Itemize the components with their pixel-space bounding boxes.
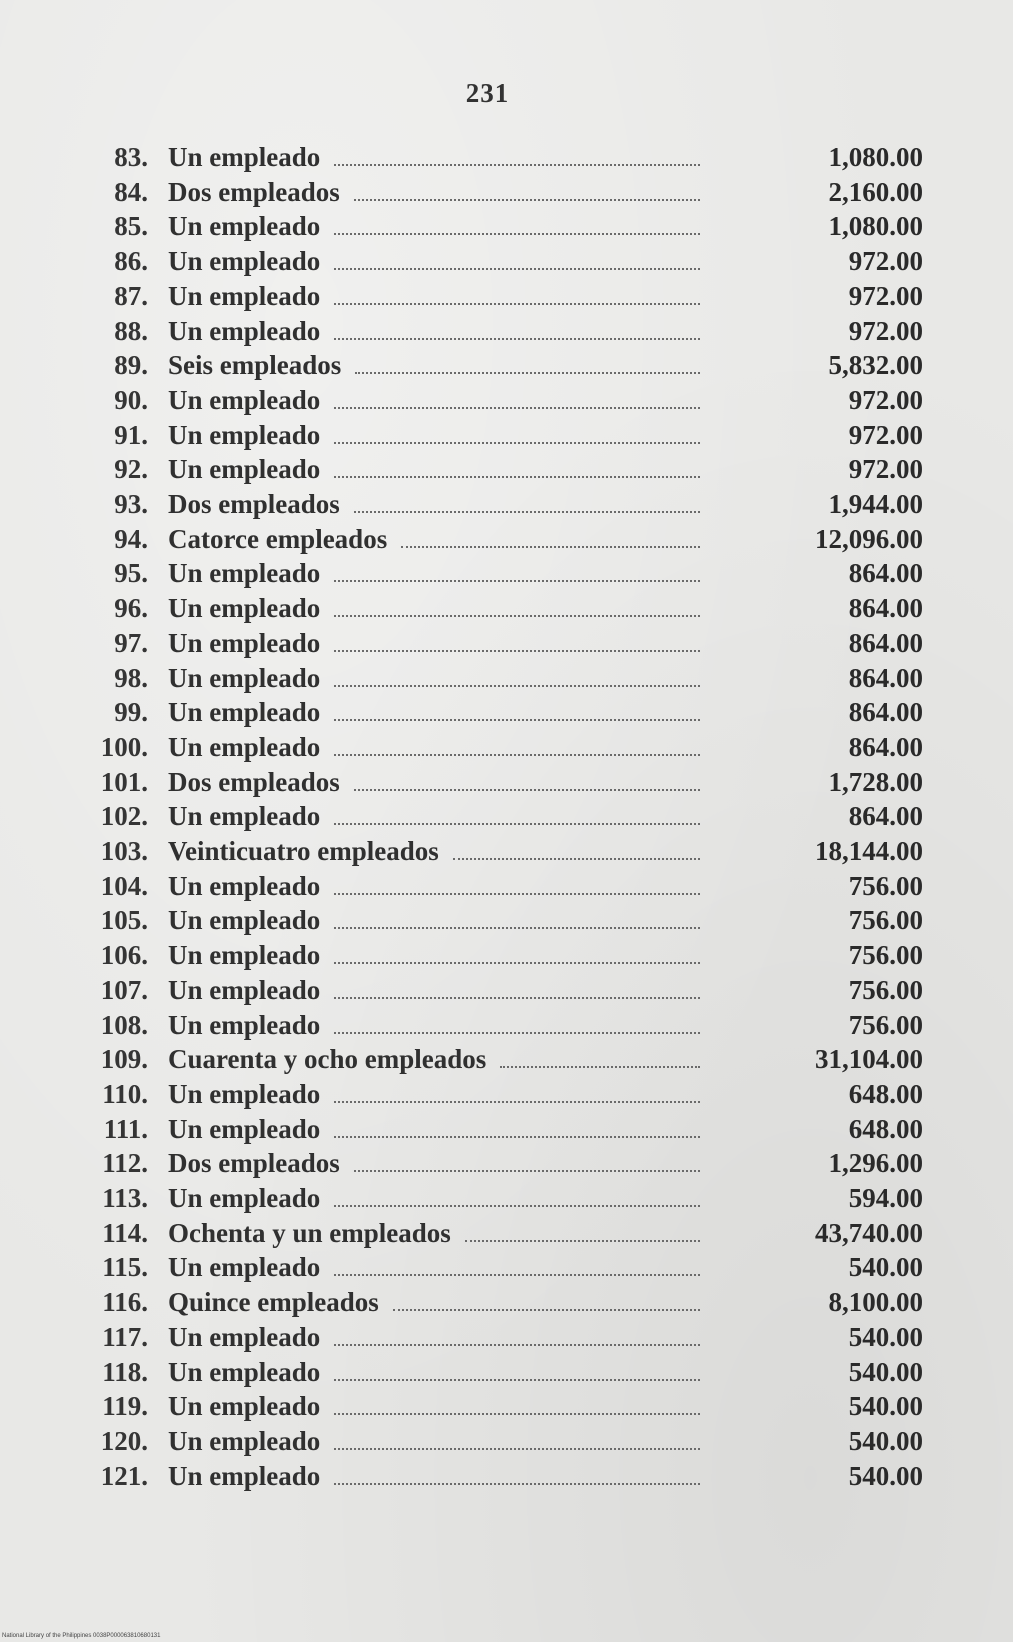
item-amount: 540.00 (848, 1425, 923, 1456)
item-number: 119. (102, 1391, 148, 1422)
item-number: 89. (114, 350, 148, 381)
dot-leader (334, 1274, 700, 1276)
list-item (0, 314, 1013, 348)
list-item (0, 1424, 1013, 1458)
item-number: 96. (114, 593, 148, 624)
item-number: 94. (114, 523, 148, 554)
list-item (0, 1320, 1013, 1354)
dot-leader (334, 1101, 700, 1103)
item-amount: 1,080.00 (828, 142, 923, 172)
item-description: Un empleado (168, 558, 321, 589)
list-item (0, 1250, 1013, 1284)
item-description: Un empleado (168, 593, 321, 624)
scan-footer-text: National Library of the Philippines 0038P000063810680131 (2, 1633, 161, 1639)
item-description: Un empleado (168, 419, 321, 450)
item-amount: 864.00 (848, 662, 923, 693)
list-item (0, 140, 1013, 174)
item-amount: 972.00 (848, 280, 923, 311)
list-item (0, 279, 1013, 313)
item-amount: 540.00 (848, 1460, 923, 1491)
item-description: Ochenta y un empleados (168, 1217, 451, 1248)
list-item (0, 1216, 1013, 1250)
item-description: Un empleado (168, 1356, 321, 1387)
item-number: 95. (114, 558, 148, 589)
item-description: Dos empleados (168, 176, 340, 207)
item-number: 102. (100, 801, 148, 832)
list-item (0, 938, 1013, 972)
dot-leader (354, 1170, 700, 1172)
item-number: 97. (114, 627, 148, 658)
item-number: 106. (100, 940, 148, 971)
dot-leader (334, 650, 700, 652)
dot-leader (334, 442, 700, 444)
item-description: Un empleado (168, 246, 321, 277)
item-number: 120. (100, 1425, 148, 1456)
item-amount: 18,144.00 (815, 836, 923, 866)
dot-leader (334, 303, 700, 305)
item-amount: 12,096.00 (815, 523, 923, 554)
item-number: 104. (100, 870, 148, 901)
item-number: 87. (114, 280, 148, 311)
item-amount: 864.00 (848, 731, 923, 762)
item-number: 90. (114, 384, 148, 415)
item-description: Un empleado (168, 801, 321, 832)
dot-leader (354, 511, 700, 513)
dot-leader (334, 338, 700, 340)
item-number: 86. (114, 246, 148, 277)
item-amount: 864.00 (848, 593, 923, 624)
item-description: Quince empleados (168, 1287, 379, 1318)
list-item (0, 834, 1013, 868)
item-description: Un empleado (168, 974, 321, 1005)
item-number: 111. (103, 1113, 148, 1144)
item-amount: 1,944.00 (828, 489, 923, 519)
item-amount: 864.00 (848, 697, 923, 728)
item-amount: 756.00 (848, 1009, 923, 1040)
item-amount: 972.00 (848, 454, 923, 485)
dot-leader (334, 580, 700, 582)
list-item (0, 973, 1013, 1007)
item-description: Un empleado (168, 662, 321, 693)
item-number: 108. (100, 1009, 148, 1040)
item-description: Catorce empleados (168, 523, 388, 554)
list-item (0, 1459, 1013, 1493)
dot-leader (354, 199, 700, 201)
item-description: Dos empleados (168, 766, 340, 797)
list-item (0, 556, 1013, 590)
item-amount: 540.00 (848, 1391, 923, 1422)
page-number: 231 (465, 78, 510, 108)
item-amount: 2,160.00 (828, 176, 923, 207)
dot-leader (453, 858, 700, 860)
dot-leader (334, 893, 700, 895)
list-item (0, 1008, 1013, 1042)
item-description: Un empleado (168, 1321, 321, 1352)
dot-leader (334, 962, 700, 964)
item-description: Un empleado (168, 731, 321, 762)
item-amount: 864.00 (848, 627, 923, 658)
item-description: Un empleado (168, 384, 321, 415)
item-description: Un empleado (168, 1113, 321, 1144)
list-item (0, 626, 1013, 660)
item-description: Un empleado (168, 1078, 321, 1109)
item-number: 91. (114, 419, 148, 450)
list-item (0, 1146, 1013, 1180)
item-description: Un empleado (168, 1252, 321, 1283)
dot-leader (334, 1379, 700, 1381)
item-amount: 972.00 (848, 315, 923, 346)
item-number: 117. (102, 1321, 148, 1352)
item-amount: 5,832.00 (828, 350, 923, 381)
list-item (0, 1285, 1013, 1319)
list-item (0, 869, 1013, 903)
item-description: Cuarenta y ocho empleados (168, 1044, 487, 1075)
dot-leader (334, 1344, 700, 1346)
item-number: 99. (114, 697, 148, 728)
item-amount: 594.00 (848, 1183, 923, 1213)
item-amount: 648.00 (848, 1078, 923, 1109)
item-amount: 540.00 (848, 1252, 923, 1283)
dot-leader (334, 615, 700, 617)
item-description: Un empleado (168, 905, 321, 936)
item-description: Dos empleados (168, 1148, 340, 1179)
dot-leader (334, 476, 700, 478)
item-description: Un empleado (168, 627, 321, 658)
item-number: 114. (102, 1217, 148, 1248)
item-number: 121. (100, 1460, 148, 1491)
list-item (0, 1389, 1013, 1423)
item-amount: 756.00 (848, 940, 923, 971)
item-number: 113. (102, 1183, 148, 1213)
item-amount: 972.00 (848, 419, 923, 450)
item-amount: 648.00 (848, 1113, 923, 1144)
item-description: Un empleado (168, 211, 321, 242)
item-number: 115. (102, 1252, 148, 1283)
item-amount: 972.00 (848, 246, 923, 277)
item-amount: 1,296.00 (828, 1148, 923, 1179)
item-amount: 756.00 (848, 905, 923, 936)
item-number: 85. (114, 211, 148, 242)
item-amount: 8,100.00 (828, 1287, 923, 1318)
item-number: 110. (102, 1078, 148, 1109)
dot-leader (500, 1066, 700, 1068)
list-item (0, 799, 1013, 833)
list-item (0, 209, 1013, 243)
list-item (0, 1112, 1013, 1146)
item-description: Un empleado (168, 697, 321, 728)
list-item (0, 1181, 1013, 1215)
item-number: 83. (114, 142, 148, 172)
item-amount: 972.00 (848, 384, 923, 415)
item-description: Veinticuatro empleados (168, 836, 439, 866)
list-item (0, 175, 1013, 209)
dot-leader (393, 1309, 700, 1311)
dot-leader (334, 268, 700, 270)
item-number: 101. (100, 766, 148, 797)
dot-leader (465, 1240, 700, 1242)
item-description: Un empleado (168, 315, 321, 346)
item-amount: 1,728.00 (828, 766, 923, 797)
list-item (0, 695, 1013, 729)
list-item (0, 1077, 1013, 1111)
item-description: Un empleado (168, 280, 321, 311)
dot-leader (334, 1136, 700, 1138)
dot-leader (334, 719, 700, 721)
item-number: 93. (114, 489, 148, 519)
dot-leader (334, 407, 700, 409)
item-amount: 1,080.00 (828, 211, 923, 242)
item-number: 88. (114, 315, 148, 346)
list-item (0, 730, 1013, 764)
dot-leader (334, 1032, 700, 1034)
item-number: 118. (102, 1356, 148, 1387)
item-description: Un empleado (168, 1460, 321, 1491)
dot-leader (334, 927, 700, 929)
dot-leader (334, 754, 700, 756)
item-number: 105. (100, 905, 148, 936)
item-amount: 540.00 (848, 1356, 923, 1387)
list-item (0, 661, 1013, 695)
item-description: Seis empleados (168, 350, 342, 381)
item-amount: 43,740.00 (815, 1217, 923, 1248)
list-item (0, 765, 1013, 799)
item-number: 107. (100, 974, 148, 1005)
item-description: Un empleado (168, 142, 321, 172)
item-description: Un empleado (168, 454, 321, 485)
dot-leader (334, 164, 700, 166)
list-item (0, 487, 1013, 521)
dot-leader (401, 546, 700, 548)
item-number: 100. (100, 731, 148, 762)
dot-leader (334, 1413, 700, 1415)
list-item (0, 383, 1013, 417)
list-item (0, 591, 1013, 625)
dot-leader (355, 372, 700, 374)
dot-leader (334, 1448, 700, 1450)
item-description: Un empleado (168, 870, 321, 901)
item-number: 98. (114, 662, 148, 693)
item-description: Un empleado (168, 940, 321, 971)
item-description: Un empleado (168, 1425, 321, 1456)
item-number: 103. (100, 836, 148, 866)
dot-leader (354, 789, 700, 791)
list-item (0, 903, 1013, 937)
list-item (0, 1355, 1013, 1389)
list-item (0, 452, 1013, 486)
list-item (0, 244, 1013, 278)
item-number: 116. (102, 1287, 148, 1318)
item-description: Un empleado (168, 1183, 321, 1213)
list-item (0, 522, 1013, 556)
list-item (0, 348, 1013, 382)
item-number: 84. (114, 176, 148, 207)
item-amount: 864.00 (848, 558, 923, 589)
item-number: 109. (100, 1044, 148, 1075)
dot-leader (334, 1483, 700, 1485)
item-amount: 756.00 (848, 870, 923, 901)
dot-leader (334, 1205, 700, 1207)
dot-leader (334, 997, 700, 999)
list-item (0, 418, 1013, 452)
item-amount: 31,104.00 (815, 1044, 923, 1075)
item-amount: 864.00 (848, 801, 923, 832)
item-number: 92. (114, 454, 148, 485)
item-amount: 540.00 (848, 1321, 923, 1352)
item-description: Un empleado (168, 1009, 321, 1040)
item-description: Un empleado (168, 1391, 321, 1422)
dot-leader (334, 685, 700, 687)
item-description: Dos empleados (168, 489, 340, 519)
list-item (0, 1042, 1013, 1076)
item-number: 112. (102, 1148, 148, 1179)
item-amount: 756.00 (848, 974, 923, 1005)
dot-leader (334, 823, 700, 825)
dot-leader (334, 233, 700, 235)
